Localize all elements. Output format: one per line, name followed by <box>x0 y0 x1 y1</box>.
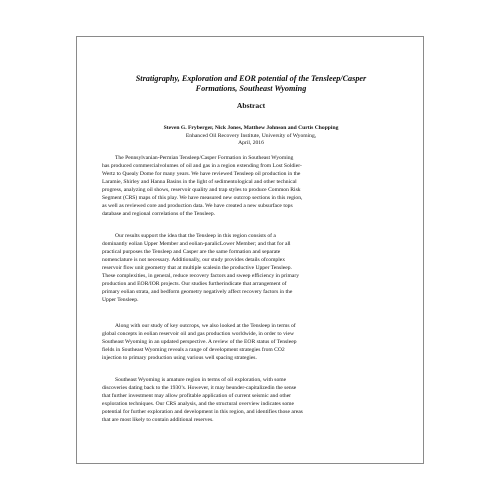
paragraph-line: Segment (CRS) maps of this play. We have measured new outcrop sections in this region, <box>102 194 303 201</box>
paragraph-line: primary eolian strata, and bedform geometry negatively affect recovery factors in the <box>102 288 293 295</box>
paragraph-2 <box>102 233 402 305</box>
affiliation: Enhanced Oil Recovery Institute, University of Wyoming, <box>185 133 317 139</box>
paragraph-line: The Pennsylvanian-Permian Tensleep/Casper Formation in Southeast Wyoming <box>115 155 294 161</box>
paragraph-4 <box>102 377 402 425</box>
paragraph-line: Laramie, Shirley and Hanna Basins in the light of sedimentological and other technical <box>102 178 297 185</box>
paragraph-line: potential for further exploration and development in this region, and identifies those areas <box>102 408 303 415</box>
paragraph-line: discoveries dating back to the 1930’s. However, it may beunder-capitalizedin the sense <box>102 384 297 391</box>
paragraph-line: Wertz to Quealy Dome for many years. We have reviewed Tensleep oil production in the <box>102 170 301 177</box>
paragraph-line: Our results support the idea that the Tensleep in this region consists of a <box>115 233 276 239</box>
authors: Steven G. Fryberger, Nick Jones, Matthew Johnson and Curtis Chopping <box>163 125 339 131</box>
paragraph-line: injection to primary production using various well spacing strategies. <box>102 354 257 361</box>
paragraph-line: progress, analyzing oil shows, reservoir quality and trap styles to produce Common Risk <box>102 186 301 193</box>
paragraph-3 <box>102 323 402 363</box>
paragraph-line: dominantly eolian Upper Member and eolian-paralicLower Member; and that for all <box>102 240 291 247</box>
abstract-heading: Abstract <box>236 101 266 110</box>
document-page <box>76 36 424 464</box>
paragraph-1 <box>102 155 402 219</box>
paragraph-line: fields in Southeast Wyoming reveals a range of development strategies from CO2 <box>102 346 285 353</box>
paragraph-line: Along with our study of key outcrops, we also looked at the Tensleep in terms of <box>115 323 296 329</box>
paragraph-line: as well as reviewed core and production data. We have created a new subsurface tops <box>102 202 293 209</box>
paragraph-line: Southeast Wyoming is amature region in terms of oil exploration, with some <box>115 377 287 383</box>
paragraph-line: nomenclature is not necessary. Additionally, our study provides details ofcomplex <box>102 256 286 263</box>
date: April, 2016 <box>238 140 264 146</box>
paragraph-line: production and EOR/IOR projects. Our studies furtherindicate that arrangement of <box>102 280 287 287</box>
paragraph-line: has produced commercialvolumes of oil and gas in a region extending from Lost Soldier- <box>102 162 302 169</box>
document-title <box>117 74 385 94</box>
paragraph-line: exploration techniques. Our CRS analysis, and the structural overview indicates some <box>102 400 295 407</box>
paragraph-line: database and regional correlations of the Tensleep. <box>102 210 216 217</box>
paragraph-line: global concepts in eolian reservoir oil and gas production worldwide, in order to view <box>102 330 295 337</box>
paragraph-line: Southeast Wyoming in an updated perspective. A review of the EOR status of Tensleep <box>102 338 297 345</box>
title-line: Stratigraphy, Exploration and EOR potential of the Tensleep/Casper <box>135 74 367 83</box>
paragraph-line: Upper Tensleep. <box>102 296 139 303</box>
paragraph-line: reservoir flow unit geometry that at multiple scalesin the productive Upper Tensleep. <box>102 264 292 271</box>
paragraph-line: that are most likely to contain additional reserves. <box>102 416 214 423</box>
paragraph-line: practical purposes the Tensleep and Casper are the same formation and separate <box>102 248 281 255</box>
title-line: Formations, Southeast Wyoming <box>195 84 307 93</box>
paragraph-line: that further investment may allow profitable application of current seismic and other <box>102 392 292 399</box>
paragraph-line: These complexities, in general, reduce recovery factors and sweep efficiency in primary <box>102 272 299 279</box>
